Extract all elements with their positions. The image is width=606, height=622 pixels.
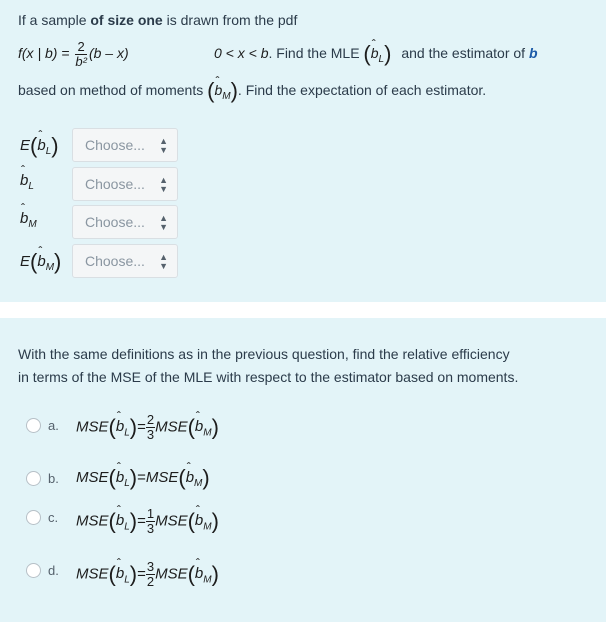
- select-moments-estimator[interactable]: Choose... ▲ ▼: [72, 205, 178, 239]
- option-a-radio[interactable]: [26, 418, 41, 433]
- option-c-radio[interactable]: [26, 510, 41, 525]
- select-arrows-icon: ▲ ▼: [159, 175, 168, 194]
- question-2-panel: [0, 318, 606, 622]
- question-2-prompt-line-2: in terms of the MSE of the MLE with respect to the estimator based on moments.: [18, 369, 519, 385]
- row-label-expectation-moments: E(ˆ $b_M$): [20, 249, 61, 275]
- select-mle[interactable]: Choose... ▲ ▼: [72, 167, 178, 201]
- pdf-formula: f(x | b) = $\frac{2}{\text{b²}}$ (b – x): [18, 38, 129, 69]
- select-arrows-icon: ▲ ▼: [159, 213, 168, 232]
- option-b-radio[interactable]: [26, 471, 41, 486]
- option-a-letter: a.: [48, 418, 59, 433]
- pdf-range-and-task: 0 < x < b. Find the MLE (ˆ $b_L$) and the estimator of b: [214, 43, 538, 70]
- question-1-intro: If a sample of size one is drawn from the pdf: [18, 12, 298, 28]
- select-expectation-moments[interactable]: Choose... ▲ ▼: [72, 244, 178, 278]
- select-expectation-mle[interactable]: Choose... ▲ ▼: [72, 128, 178, 162]
- row-label-mle: ˆ $b_L$: [20, 172, 34, 192]
- option-a-expression[interactable]: MSE(ˆ $b_L)=$ $\frac{2}{3}$ MSE(ˆ $b_M$): [76, 413, 219, 442]
- option-d-radio[interactable]: [26, 563, 41, 578]
- option-b-letter: b.: [48, 471, 59, 486]
- row-label-expectation-mle: E(ˆ $b_L$): [20, 133, 59, 159]
- question-1-line-2: based on method of moments (ˆ $b_M$). Find the expectation of each estimator.: [18, 80, 486, 107]
- option-c-letter: c.: [48, 510, 59, 525]
- row-label-moments-estimator: ˆ $b_M$: [20, 210, 37, 230]
- option-d-letter: d.: [48, 563, 59, 578]
- option-b-expression[interactable]: MSE(ˆ $b_L)=MSE(ˆ$ $b_M$): [76, 465, 210, 491]
- question-1-panel: [0, 0, 606, 302]
- question-2-prompt-line-1: With the same definitions as in the previous question, find the relative efficiency: [18, 346, 510, 362]
- option-d-expression[interactable]: MSE(ˆ $b_L)=$ $\frac{3}{2}$ MSE(ˆ $b_M$): [76, 560, 219, 589]
- option-c-expression[interactable]: MSE(ˆ $b_L)=$ $\frac{1}{3}$ MSE(ˆ $b_M$): [76, 507, 219, 536]
- select-arrows-icon: ▲ ▼: [159, 252, 168, 271]
- select-arrows-icon: ▲ ▼: [159, 136, 168, 155]
